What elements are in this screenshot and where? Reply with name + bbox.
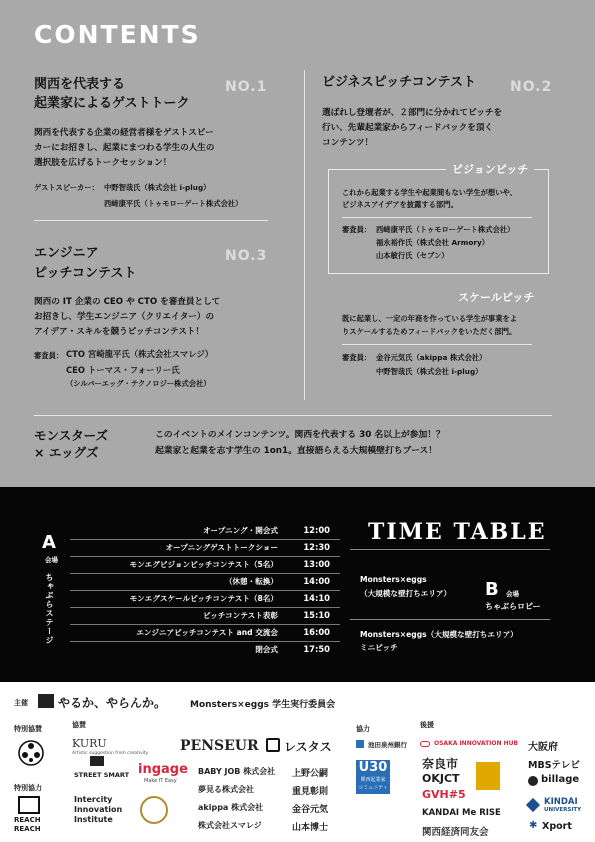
u30-logo-sub2: コミュニティ [358,785,388,791]
contents-title: CONTENTS [34,20,201,49]
scale-desc-2: りスケールするためフィードバックをいただく部門。 [342,327,517,336]
osaka-hub-logo: OSAKA INNOVATION HUB [434,740,519,747]
b-item1-line1: Monsters×eggs [360,575,427,584]
kindai-mark-icon [526,798,540,812]
restas-logo: レスタス [284,740,332,754]
mbs-logo: MBSテレビ [528,760,580,771]
vision-desc-2: ビジネスアイデアを披露する部門。 [342,200,458,209]
vision-judge-3: 山本敏行氏（セブン） [376,251,449,260]
scale-pitch-label: スケールピッチ [458,291,535,304]
vision-judges-label: 審査員： [342,225,372,234]
billage-logo: billage [541,774,580,785]
divider [342,217,532,218]
timetable-row-time: 17:50 [303,644,330,654]
talk-number: NO.1 [225,79,268,95]
bank-mark-icon [356,740,364,748]
venue-a-label: 会場 [45,556,58,564]
xport-mark-icon: ✱ [529,820,538,831]
venue-b-label: 会場 [506,590,519,598]
kindai-logo-sub: UNIVERSITY [544,807,582,813]
kuru-logo: KURU [72,737,107,750]
gvh-logo: GVH#5 [422,788,466,801]
street-smart-logo: STREET SMART [74,771,130,779]
divider [350,619,550,620]
timetable-row [70,642,340,659]
ingage-logo: ingage [138,762,188,777]
business-desc-3: コンテンツ！ [322,138,374,148]
business-number: NO.2 [510,79,553,95]
vision-judge-2: 福永裕作氏（株式会社 Armory） [376,238,490,247]
special-sponsor-logo-icon [18,740,44,766]
monsters-name-1: モンスターズ [34,428,109,443]
engineer-judge-1: CTO 宮崎龍平氏（株式会社スマレジ） [66,349,214,359]
venue-a-letter: A [42,532,56,553]
timetable-row-time: 12:30 [303,542,330,552]
okjct-logo: OKJCT [422,772,460,785]
talk-speaker-label: ゲストスピーカー： [34,183,99,192]
special-support-label: 特別協力 [14,784,42,792]
timetable-row [70,540,340,557]
host-name: Monsters×eggs 学生実行委員会 [190,700,336,710]
shitaraku-logo-icon [476,762,500,790]
timetable-row-label: モンエグスケールピッチコンテスト（8名） [129,594,278,603]
vision-desc-1: これから起業する学生や起業間もない学生が想いや、 [342,188,517,197]
column-divider [304,70,305,400]
engineer-judges-label: 審査員： [34,351,64,360]
kuru-tagline: Artistic suggestion from creativity [72,751,149,756]
divider [342,344,532,345]
u30-logo-text: U30 [358,760,388,775]
host-logo: やるか、やらんか。 [58,696,167,710]
osaka-hub-mark-icon [420,741,430,747]
scale-desc-1: 既に起業し、一定の年商を作っている学生が事業をよ [342,314,518,323]
kindai-logo: KINDAI [544,797,578,807]
business-desc-1: 選ばれし登壇者が、２部門に分かれてピッチを [322,108,503,118]
intercity-line2: Innovation [74,805,123,814]
engineer-number: NO.3 [225,248,268,264]
xport-logo: Xport [542,821,572,832]
timetable-row-label: ピッチコンテスト表彰 [202,611,278,620]
sponsor-yumemiru: 夢見る株式会社 [198,785,254,794]
talk-speaker-2: 西﨑康平氏（トゥモローゲート株式会社） [104,199,243,208]
penseur-logo: PENSEUR [180,738,259,754]
kyosan-label: 協賛 [72,721,86,729]
monsters-name-2: × エッグズ [34,445,99,460]
talk-desc-3: 選択肢を広げるトークセッション！ [34,158,172,168]
timetable-row-time: 13:00 [303,559,330,569]
timetable-row [70,591,340,608]
timetable-row-time: 14:00 [303,576,330,586]
sponsor-smaregi: 株式会社スマレジ [198,821,262,830]
timetable-row-time: 12:00 [303,525,330,535]
intercity-line3: Institute [74,815,113,824]
restas-mark-icon [266,738,280,752]
engineer-desc-2: お招きし、学生エンジニア（クリエイター）の [34,312,215,322]
b-item1-line2: （大規模な壁打ちエリア） [360,589,452,598]
timetable-row [70,557,340,574]
ingage-tagline: Make IT Easy [144,778,177,784]
kyoryoku-label: 協力 [356,725,370,733]
b-item2-line2: ミニピッチ [360,643,398,652]
special-sponsor-label: 特別協賛 [14,725,42,733]
timetable-row-label: エンジニアピッチコンテスト and 交流会 [136,628,278,637]
venue-b-letter: B [485,579,499,600]
talk-title-2: 起業家によるゲストトーク [34,96,190,111]
timetable-row [70,608,340,625]
kankeiren-logo: 関西経済同友会 [422,827,489,838]
talk-speaker-1: 中野智哉氏（株式会社 i-plug） [104,183,211,192]
bank-logo: 池田泉州銀行 [368,741,407,749]
timetable-row-time: 15:10 [303,610,330,620]
timetable-row-label: オープニングゲストトークショー [165,543,278,552]
billage-mark-icon [528,776,538,786]
vision-pitch-label: ビジョンピッチ [446,161,534,177]
monsters-desc-2: 起業家と起業を志す学生の 1on1。直接語らえる大規模壁打ちブース！ [155,446,438,456]
business-title: ビジネスピッチコンテスト [322,75,477,90]
business-desc-2: 行い、先輩起業家からフィードバックを頂く [322,123,494,133]
talk-desc-1: 関西を代表する企業の経営者様をゲストスピー [34,128,214,138]
talk-title-1: 関西を代表する [34,77,126,92]
divider [350,549,550,550]
host-logo-mark-icon [38,694,54,708]
engineer-title-1: エンジニア [34,246,99,261]
scale-judge-2: 中野智哉氏（株式会社 i-plug） [376,367,483,376]
mamagoto-logo-icon [140,796,168,824]
timetable-row [70,523,340,540]
sponsor-akippa: akippa 株式会社 [198,803,264,812]
u30-logo-sub1: 関西起業家 [360,777,386,783]
divider [34,220,268,221]
monsters-desc-1: このイベントのメインコンテンツ。関西を代表する 30 名以上が参加！？ [155,430,445,440]
sponsor-baby-job: BABY JOB 株式会社 [198,767,276,776]
scale-judge-1: 金谷元気氏（akippa 株式会社） [376,353,487,362]
reach-logo-line2: REACH [14,825,41,833]
timetable-row [70,625,340,642]
timetable-section [0,487,595,682]
engineer-title-2: ピッチコンテスト [34,266,137,281]
reach-logo-icon [18,796,40,814]
engineer-desc-1: 関西の IT 企業の CEO や CTO を審査員として [34,297,221,307]
intercity-line1: Intercity [74,795,113,804]
venue-b-name: ちゃぶらロビー [485,602,541,611]
timetable-title: TIME TABLE [368,519,547,545]
timetable-row-time: 16:00 [303,627,330,637]
nara-logo: 奈良市 [422,757,459,771]
engineer-judge-2-org: （シルバーエッグ・テクノロジー株式会社） [66,379,211,388]
host-label: 主催 [14,699,28,707]
kandai-rise-logo: KANDAI Me RISE [422,808,501,818]
timetable-row-label: モンエグビジョンピッチコンテスト（5名） [129,560,278,569]
reach-logo-line1: REACH [14,816,41,824]
venue-a-name: ちゃぶらステージ [45,573,54,645]
koen-label: 後援 [420,721,434,729]
timetable-row-label: （休憩・転換） [224,577,278,586]
sponsor-kamino: 上野公嗣 [292,769,329,779]
engineer-desc-3: アイデア・スキルを競うピッチコンテスト！ [34,327,204,337]
u30-logo [356,760,390,794]
timetable-row [70,574,340,591]
timetable-row-label: 閉会式 [255,645,278,654]
timetable-row-time: 14:10 [303,593,330,603]
talk-desc-2: カーにお招きし、起業にまつわる学生の人生の [34,143,215,153]
timetable-row-label: オープニング・開会式 [202,526,278,535]
divider [34,415,552,416]
sponsor-kanaya: 金谷元気 [292,805,329,815]
sponsor-shigemi: 重見彰則 [292,787,329,797]
vision-judge-1: 西﨑康平氏（トゥモローゲート株式会社） [376,225,515,234]
engineer-judge-2: CEO トーマス・フォーリー氏 [66,365,180,375]
osaka-fu-logo: 大阪府 [528,742,558,753]
street-smart-mark-icon [90,756,104,766]
b-item2-line1: Monsters×eggs（大規模な壁打ちエリア） [360,630,518,639]
sponsor-yamamoto: 山本博士 [292,823,329,833]
scale-judges-label: 審査員： [342,353,372,362]
